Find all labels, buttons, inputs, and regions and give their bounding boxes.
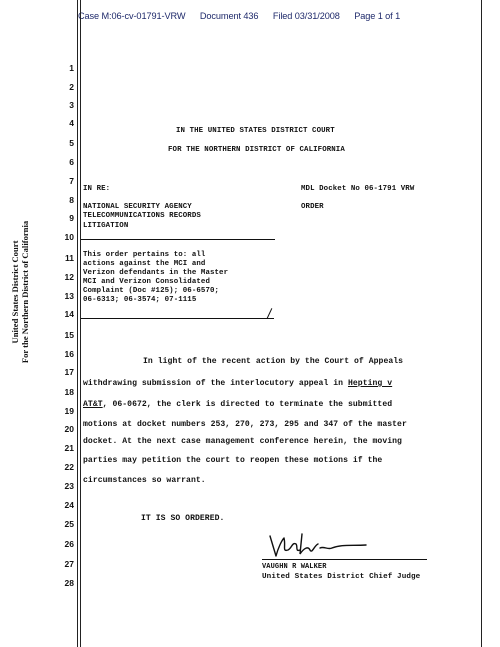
body-line4: motions at docket numbers 253, 270, 273, 295 and 347 of the master xyxy=(83,420,407,429)
judge-title: United States District Chief Judge xyxy=(262,573,421,581)
side-label-line1: United States District Court xyxy=(10,240,20,344)
line-number: 8 xyxy=(69,195,74,205)
filing-header xyxy=(78,11,412,21)
line-number: 16 xyxy=(64,349,74,359)
caption-divider xyxy=(81,239,275,240)
body-line7: circumstances so warrant. xyxy=(83,476,206,485)
case-citation-name-part1: Hepting v xyxy=(347,379,393,388)
left-margin-rule xyxy=(77,0,78,647)
body-line3-text: , 06-0672, the clerk is directed to terminate the submitted xyxy=(102,400,393,409)
line-number: 19 xyxy=(64,406,74,416)
line-number: 13 xyxy=(64,291,74,301)
body-line6: parties may petition the court to reopen these motions if the xyxy=(83,456,383,465)
line-number: 27 xyxy=(64,559,74,569)
side-label-line2: For the Northern District of California xyxy=(20,220,30,364)
line-number: 14 xyxy=(64,309,74,319)
line-number: 6 xyxy=(69,157,74,167)
caption-party-line1: NATIONAL SECURITY AGENCY xyxy=(83,203,192,211)
left-margin-rule-inner xyxy=(80,0,81,647)
pertains-line2: actions against the MCI and xyxy=(83,260,206,268)
caption-bottom-rule xyxy=(81,318,274,319)
line-number: 7 xyxy=(69,176,74,186)
so-ordered: IT IS SO ORDERED. xyxy=(141,514,225,523)
line-number: 18 xyxy=(64,387,74,397)
line-number: 1 xyxy=(69,63,74,73)
side-label xyxy=(10,212,30,372)
line-number: 11 xyxy=(65,253,74,263)
body-line2 xyxy=(83,379,392,388)
line-number: 28 xyxy=(64,578,74,588)
filed-date: Filed 03/31/2008 xyxy=(272,11,340,21)
case-number: Case M:06-cv-01791-VRW xyxy=(78,11,186,21)
line-number: 26 xyxy=(64,539,74,549)
line-number: 9 xyxy=(69,213,74,223)
line-number: 25 xyxy=(64,519,74,529)
line-number: 3 xyxy=(69,100,74,110)
line-number: 23 xyxy=(64,481,74,491)
line-number: 20 xyxy=(64,424,74,434)
judge-name: VAUGHN R WALKER xyxy=(262,563,327,571)
line-number: 2 xyxy=(69,82,74,92)
line-number: 15 xyxy=(64,330,74,340)
line-number: 10 xyxy=(64,232,74,242)
court-heading-line2: FOR THE NORTHERN DISTRICT OF CALIFORNIA xyxy=(168,146,345,154)
right-margin-rule xyxy=(481,0,482,647)
judge-signature xyxy=(262,530,372,562)
case-citation-name-part2: AT&T xyxy=(83,400,103,409)
pertains-line4: MCI and Verizon Consolidated xyxy=(83,278,210,286)
page-count: Page 1 of 1 xyxy=(354,11,401,21)
in-re-label: IN RE: xyxy=(83,185,111,193)
document-number: Document 436 xyxy=(199,11,259,21)
body-line2-text: withdrawing submission of the interlocutory appeal in xyxy=(83,379,348,388)
line-number: 12 xyxy=(64,272,74,282)
signature-line xyxy=(262,559,427,560)
court-heading-line1: IN THE UNITED STATES DISTRICT COURT xyxy=(176,127,335,135)
pertains-line3: Verizon defendants in the Master xyxy=(83,269,229,277)
pertains-line5: Complaint (Doc #125); 06-6570; xyxy=(83,287,220,295)
pertains-line6: 06-6313; 06-3574; 07-1115 xyxy=(83,296,197,304)
document-type: ORDER xyxy=(301,203,324,211)
line-number: 4 xyxy=(69,118,74,128)
pertains-line1: This order pertains to: all xyxy=(83,251,206,259)
line-number: 24 xyxy=(64,500,74,510)
line-number: 21 xyxy=(64,443,74,453)
caption-party-line3: LITIGATION xyxy=(83,222,129,230)
body-line3 xyxy=(83,400,392,409)
docket-number: MDL Docket No 06-1791 VRW xyxy=(301,185,415,193)
caption-party-line2: TELECOMMUNICATIONS RECORDS xyxy=(83,212,201,220)
line-number: 22 xyxy=(64,462,74,472)
body-line1: In light of the recent action by the Court of Appeals xyxy=(143,357,404,366)
line-number: 5 xyxy=(69,138,74,148)
line-number: 17 xyxy=(64,367,74,377)
body-line5: docket. At the next case management conference herein, the moving xyxy=(83,437,402,446)
